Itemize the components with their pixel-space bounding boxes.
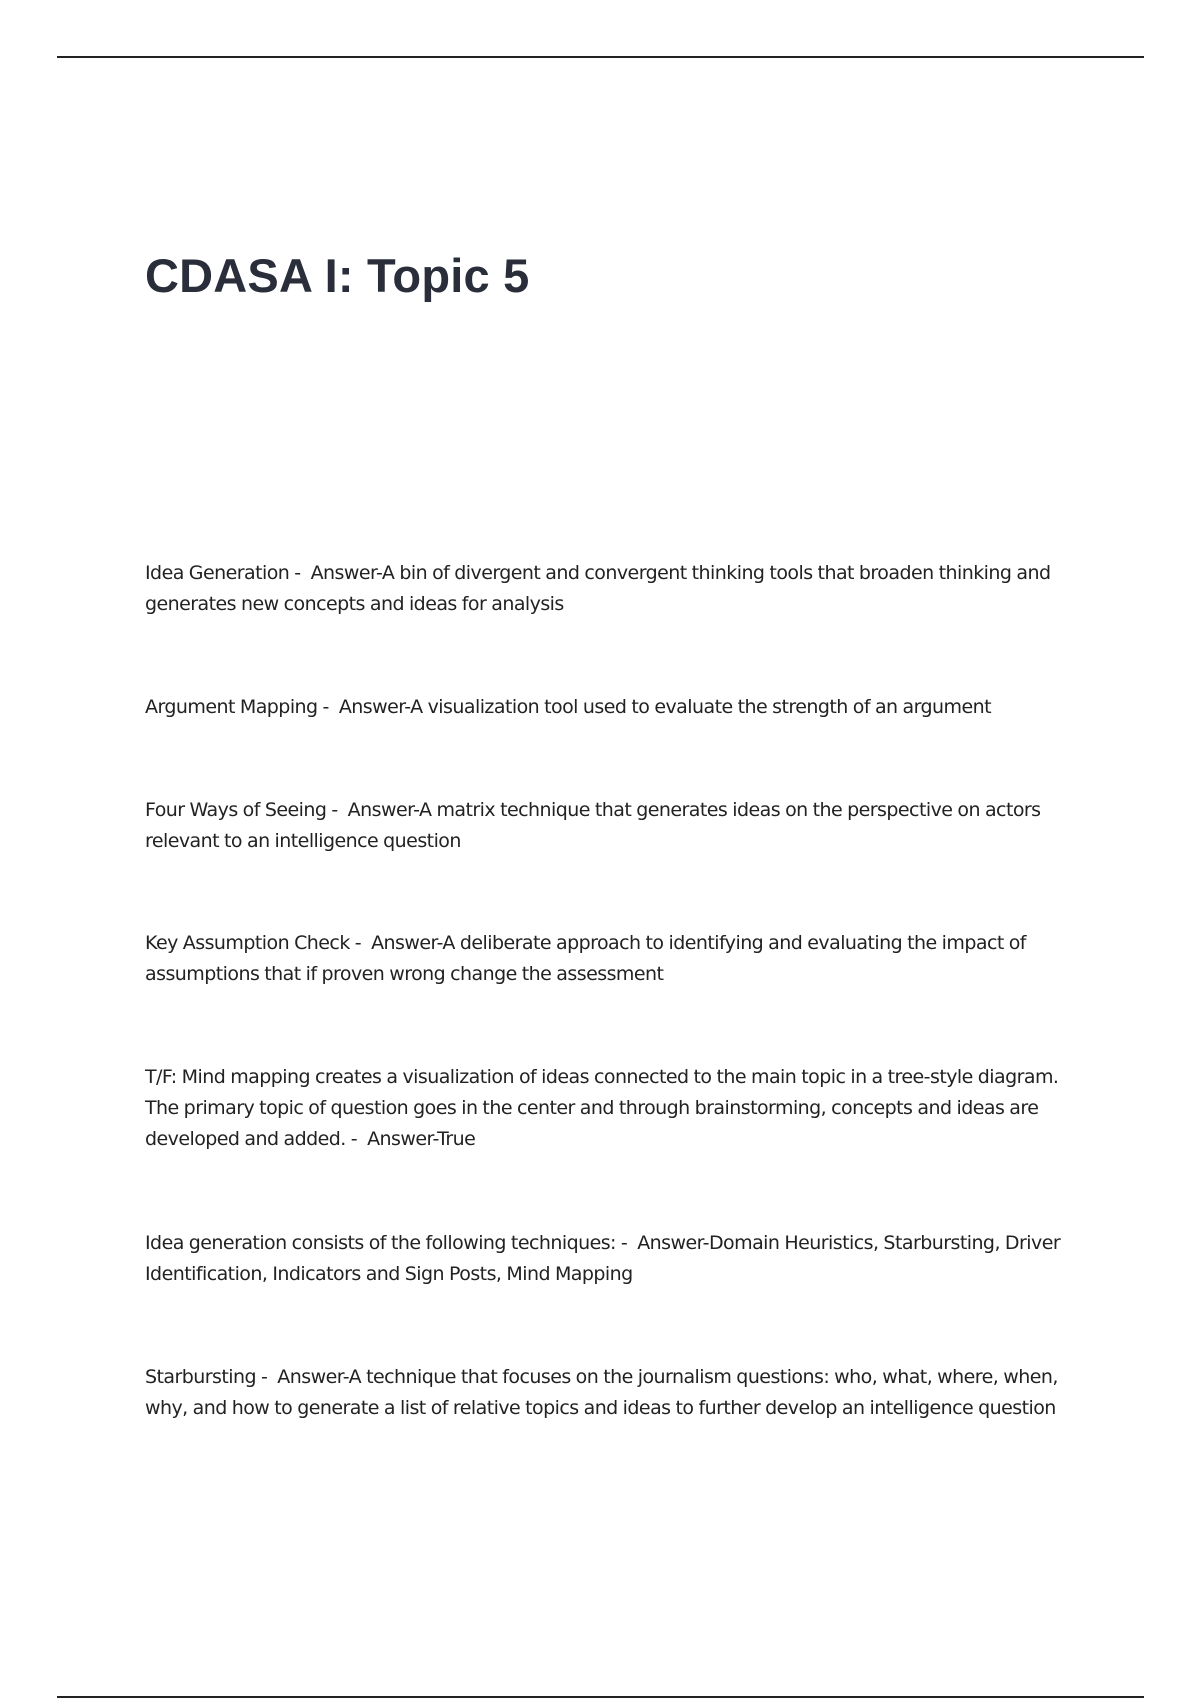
qa-separator: -	[615, 1232, 638, 1254]
qa-entry	[145, 692, 1080, 723]
qa-entry	[145, 928, 1080, 990]
qa-entry	[145, 1362, 1080, 1424]
qa-entry	[145, 558, 1080, 620]
qa-answer: Answer-A deliberate approach to identifying and evaluating the impact of assumptions that if proven wrong change the assessment	[145, 932, 1026, 985]
qa-term: Starbursting	[145, 1366, 257, 1388]
qa-term: Key Assumption Check	[145, 932, 350, 954]
qa-separator: -	[317, 696, 339, 718]
header-rule	[57, 56, 1144, 58]
qa-term: Idea Generation	[145, 562, 290, 584]
qa-answer: Answer-True	[367, 1128, 476, 1150]
qa-separator: -	[256, 1366, 278, 1388]
qa-separator: -	[289, 562, 311, 584]
qa-term: Four Ways of Seeing	[145, 799, 327, 821]
qa-answer: Answer-A visualization tool used to evaluate the strength of an argument	[338, 696, 992, 718]
qa-entry	[145, 795, 1080, 857]
page-title: CDASA I: Topic 5	[145, 249, 530, 302]
footer-rule	[57, 1696, 1144, 1698]
qa-answer: Answer-A bin of divergent and convergent thinking tools that broaden thinking and generates new concepts and ideas for analysis	[145, 562, 1051, 615]
qa-separator: -	[345, 1128, 368, 1150]
qa-entry	[145, 1062, 1080, 1155]
qa-answer: Answer-Domain Heuristics, Starbursting, Driver Identification, Indicators and Sign Posts, Mind Mapping	[145, 1232, 1061, 1285]
qa-answer: Answer-A matrix technique that generates ideas on the perspective on actors relevant to an intelligence question	[145, 799, 1041, 852]
qa-answer: Answer-A technique that focuses on the journalism questions: who, what, where, when, why, and how to generate a list of relative topics and ideas to further develop an intelligence question	[145, 1366, 1058, 1419]
qa-term: Idea generation consists of the following techniques:	[145, 1232, 616, 1254]
qa-separator: -	[326, 799, 348, 821]
qa-separator: -	[349, 932, 372, 954]
qa-term: Argument Mapping	[145, 696, 318, 718]
qa-entry	[145, 1228, 1080, 1290]
qa-term: T/F: Mind mapping creates a visualization of ideas connected to the main topic in a tree-style diagram. The primary topic of question goes in the center and through brainstorming, concepts and ideas are developed and added.	[145, 1066, 1059, 1150]
